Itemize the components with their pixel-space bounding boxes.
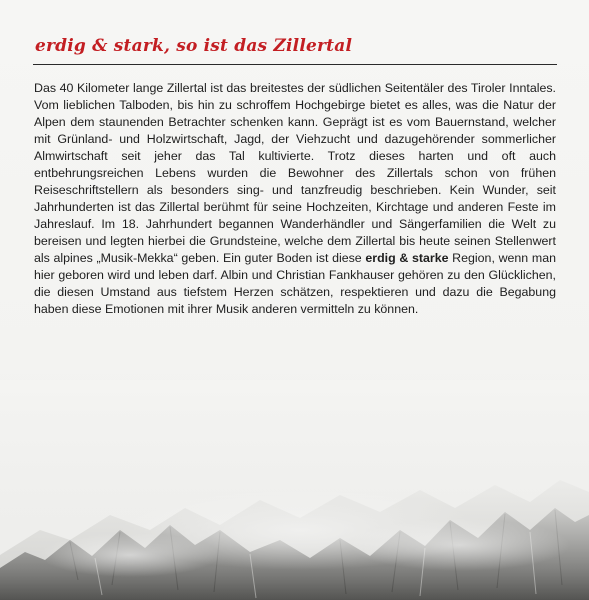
title-divider (33, 64, 557, 65)
page-title: erdig & stark, so ist das Zillertal (35, 36, 353, 56)
body-emphasis: erdig & starke (365, 251, 449, 265)
body-paragraph (34, 80, 556, 318)
body-text-part-2: Region, wenn man hier geboren wird und leben darf. Albin und Christian Fankhauser gehören zu den Glücklichen, die diesen Umstand aus tiefstem Herzen schätzen, respektieren und dazu die Begabung haben diese Emotionen mit ihrer Musik anderen vermitteln zu können. (34, 251, 556, 316)
misty-mountain-photo (0, 380, 589, 600)
body-text-part-1: Das 40 Kilometer lange Zillertal ist das breitestes der südlichen Seitentäler des Tiroler Inntales. Vom lieblichen Talboden, bis hin zu schroffem Hochgebirge bietet es alles, was die Natur der Alpen dem staunenden Betrachter schenken kann. Geprägt ist es vom Bauernstand, welcher mit Grünland- und Holzwirtschaft, Jagd, der Viehzucht und dazugehörender sommerlicher Almwirtschaft seit jeher das Tal kultivierte. Trotz dieses harten und oft auch entbehrungsreichen Lebens wurden die Bewohner des Zillertals schon von frühen Reiseschriftstellern als besonders sing- und tanzfreudig beschrieben. Kein Wunder, seit Jahrhunderten ist das Zillertal berühmt für seine Hochzeiten, Kirchtage und anderen Feste im Jahreslauf. Im 18. Jahrhundert begannen Wanderhändler und Sängerfamilien die Welt zu bereisen und legten hierbei die Grundsteine, welche dem Zillertal bis heute seinen Stellenwert als alpines „Musik-Mekka“ geben. Ein guter Boden ist diese (34, 81, 556, 265)
